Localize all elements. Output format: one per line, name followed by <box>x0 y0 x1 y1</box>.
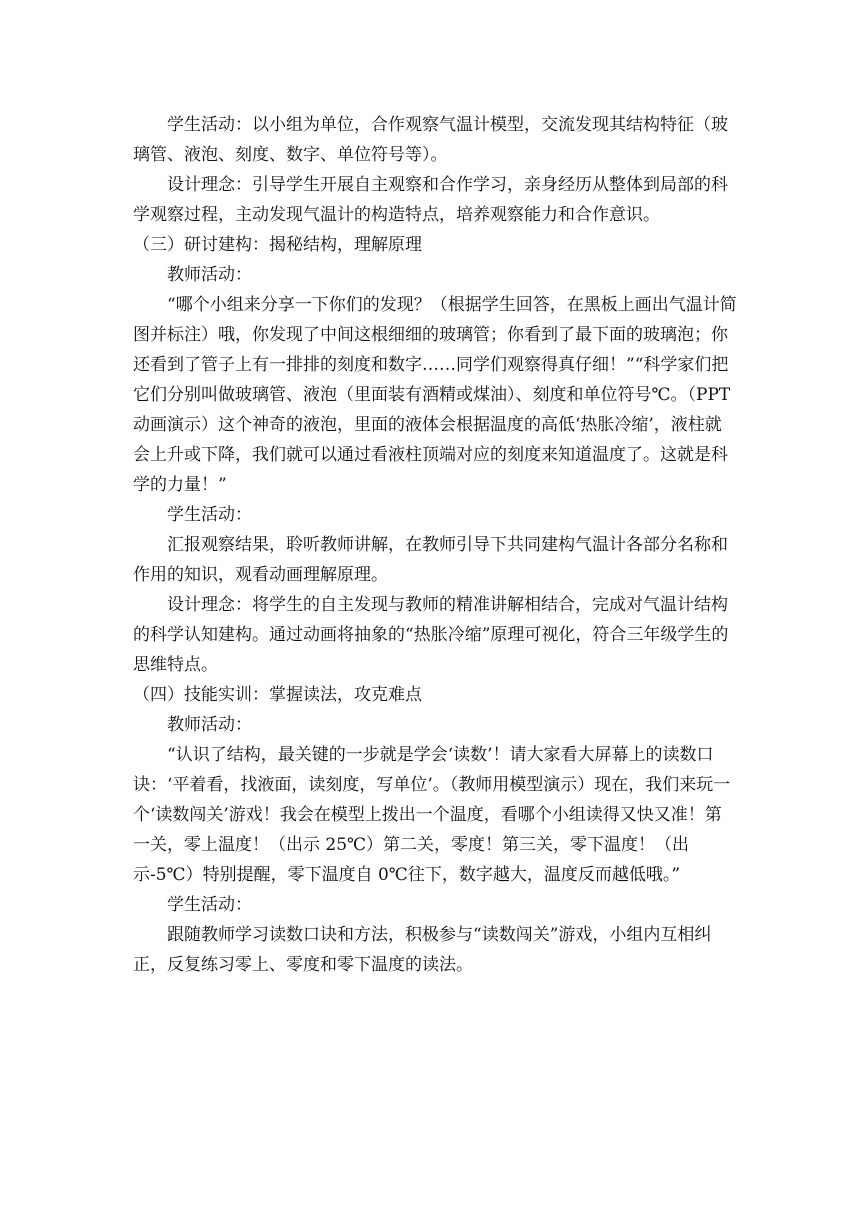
paragraph-teacher-speech-reading: “认识了结构，最关键的一步就是学会‘读数’！请大家看大屏幕上的读数口诀：‘平着看，找液面，读刻度，写单位’。（教师用模型演示）现在，我们来玩一个‘读数闯关’游戏！我会在模型上拨出一个温度，看哪个小组读得又快又准！第一关，零上温度！（出示 25℃）第二关，零度！第三关，零下温度！（出示-5℃）特别提醒，零下温度自 0℃往下，数字越大，温度反而越低哦。” <box>133 745 731 885</box>
paragraph-teacher-speech-structure: “哪个小组来分享一下你们的发现？（根据学生回答，在黑板上画出气温计简图并标注）哦，你发现了中间这根细细的玻璃管；你看到了最下面的玻璃泡；你还看到了管子上有一排排的刻度和数字……同学们观察得真仔细！”“科学家们把它们分别叫做玻璃管、液泡（里面装有酒精或煤油）、刻度和单位符号℃。（PPT 动画演示）这个神奇的液泡，里面的液体会根据温度的高低‘热胀冷缩’，液柱就会上升或下降，我们就可以通过看液柱顶端对应的刻度来知道温度了。这就是科学的力量！” <box>133 295 737 495</box>
document-body <box>133 110 738 980</box>
label-teacher-activity-2: 教师活动： <box>167 715 252 735</box>
section-heading-4: （四）技能实训：掌握读法，攻克难点 <box>133 685 422 705</box>
paragraph-design-concept-structure: 设计理念：将学生的自主发现与教师的精准讲解相结合，完成对气温计结构的科学认知建构。通过动画将抽象的“热胀冷缩”原理可视化，符合三年级学生的思维特点。 <box>133 595 729 675</box>
paragraph-student-practice: 跟随教师学习读数口诀和方法，积极参与“读数闯关”游戏，小组内互相纠正，反复练习零上、零度和零下温度的读法。 <box>133 925 712 975</box>
paragraph-student-report: 汇报观察结果，聆听教师讲解，在教师引导下共同建构气温计各部分名称和作用的知识，观看动画理解原理。 <box>133 535 728 585</box>
label-student-activity-2: 学生活动： <box>167 895 252 915</box>
section-heading-3: （三）研讨建构：揭秘结构，理解原理 <box>133 235 422 255</box>
paragraph-student-activity-observe: 学生活动：以小组为单位，合作观察气温计模型，交流发现其结构特征（玻璃管、液泡、刻度、数字、单位符号等）。 <box>133 115 728 165</box>
paragraph-design-concept-observe: 设计理念：引导学生开展自主观察和合作学习，亲身经历从整体到局部的科学观察过程，主动发现气温计的构造特点，培养观察能力和合作意识。 <box>133 175 728 225</box>
label-teacher-activity: 教师活动： <box>167 265 252 285</box>
label-student-activity: 学生活动： <box>167 505 252 525</box>
